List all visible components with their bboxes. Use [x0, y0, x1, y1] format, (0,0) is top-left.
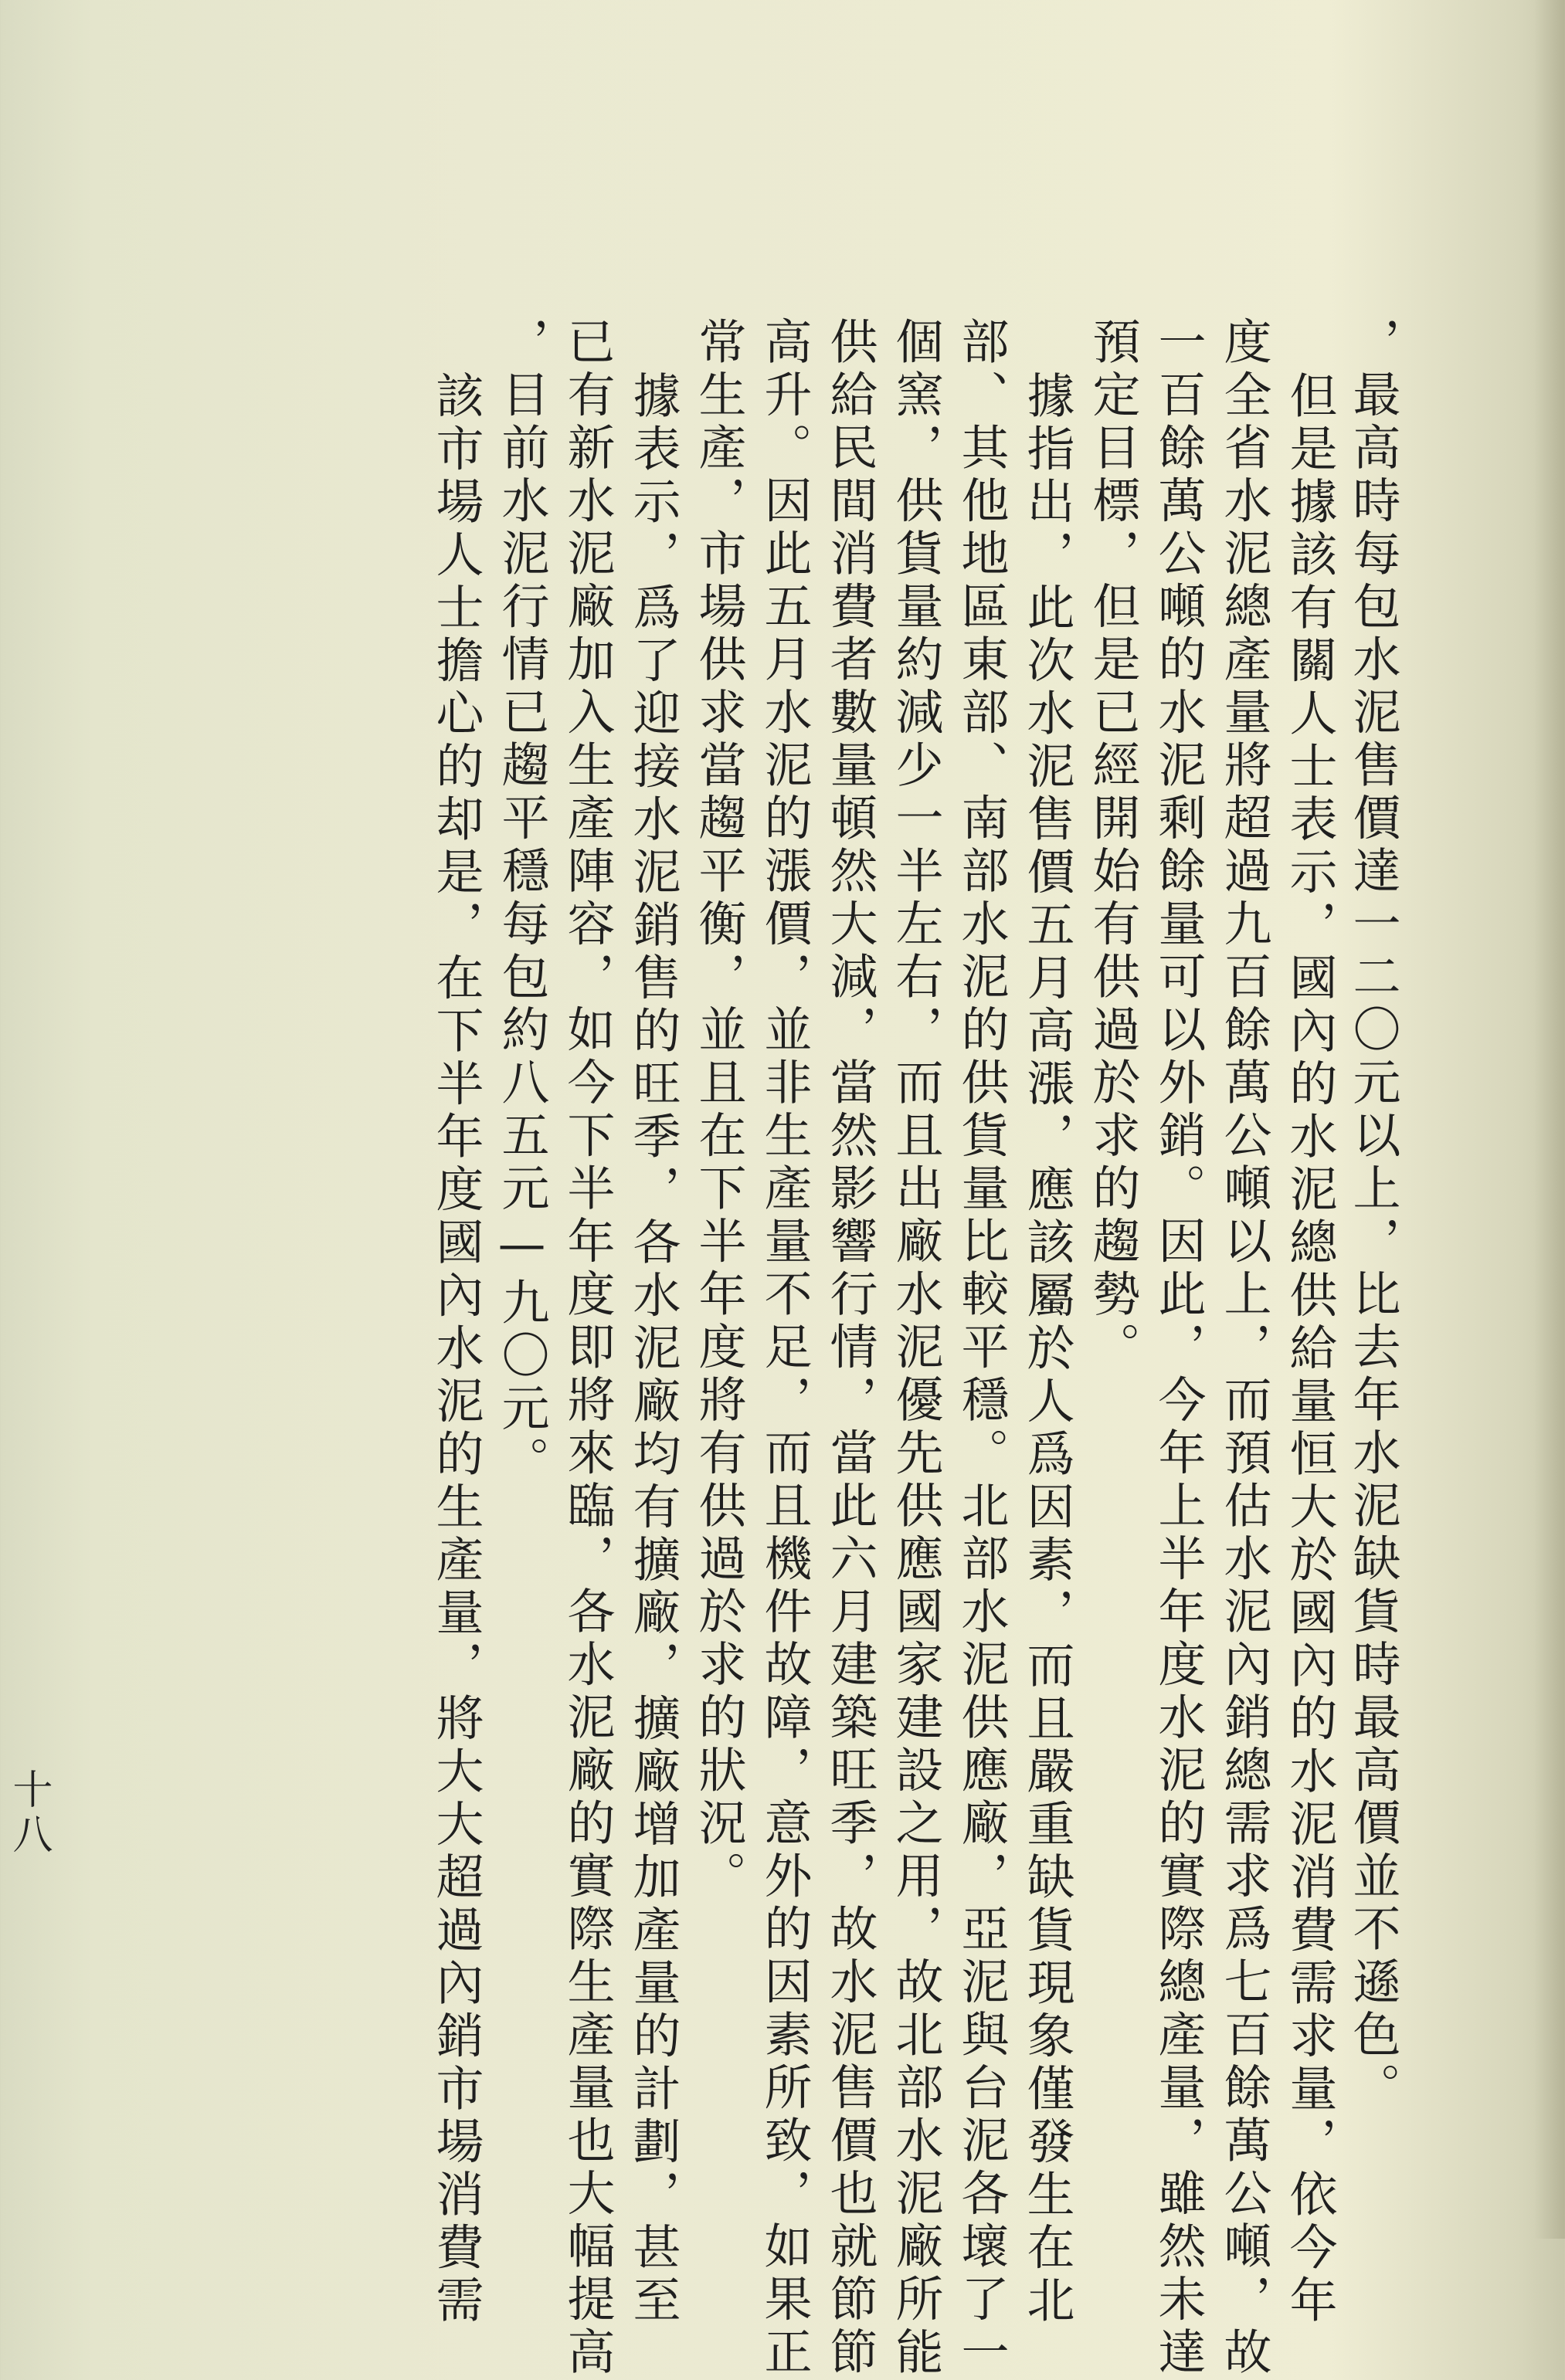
- text-column-9: 供給民間消費者數量頓然大減，當然影響行情，當此六月建築旺季，故水泥售價也就節節: [822, 317, 878, 2380]
- text-column-10: 高升。因此五月水泥的漲價，並非生產量不足，而且機件故障，意外的因素所致，如果正: [756, 317, 813, 2380]
- text-column-1: ，最高時每包水泥售價達一二〇元以上，比去年水泥缺貨時最高價並不遜色。: [1345, 317, 1401, 2115]
- text-column-12: 據表示，爲了迎接水泥銷售的旺季，各水泥廠均有擴廠，擴廠增加產量的計劃，甚至: [625, 371, 681, 2328]
- text-column-15: 該市場人士擔心的却是，在下半年度國內水泥的生產量，將大大超過內銷市場消費需: [428, 371, 484, 2328]
- text-column-2: 但是據該有關人士表示，國內的水泥總供給量恒大於國內的水泥消費需求量，依今年: [1282, 371, 1338, 2328]
- text-column-14: ，目前水泥行情已趨平穩每包約八五元—九〇元。: [494, 317, 550, 1489]
- text-column-3: 度全省水泥總產量將超過九百餘萬公噸以上，而預估水泥內銷總需求爲七百餘萬公噸，故: [1216, 317, 1272, 2380]
- text-column-5: 預定目標，但是已經開始有供過於求的趨勢。: [1085, 317, 1141, 1375]
- text-column-4: 一百餘萬公噸的水泥剩餘量可以外銷。因此，今年上半年度水泥的實際總產量，雖然未達: [1150, 317, 1207, 2380]
- page-number: 十八: [5, 1768, 52, 1858]
- text-column-7: 部、其他地區東部、南部水泥的供貨量比較平穩。北部水泥供應廠，亞泥與台泥各壞了一: [953, 317, 1010, 2380]
- text-column-6: 據指出，此次水泥售價五月高漲，應該屬於人爲因素，而且嚴重缺貨現象僅發生在北: [1019, 371, 1075, 2328]
- text-column-8: 個窯，供貨量約減少一半左右，而且出廠水泥優先供應國家建設之用，故北部水泥廠所能: [888, 317, 944, 2380]
- text-column-11: 常生產，市場供求當趨平衡，並且在下半年度將有供過於求的狀況。: [691, 317, 747, 1904]
- text-column-13: 已有新水泥廠加入生產陣容，如今下半年度即將來臨，各水泥廠的實際生產量也大幅提高: [559, 317, 616, 2380]
